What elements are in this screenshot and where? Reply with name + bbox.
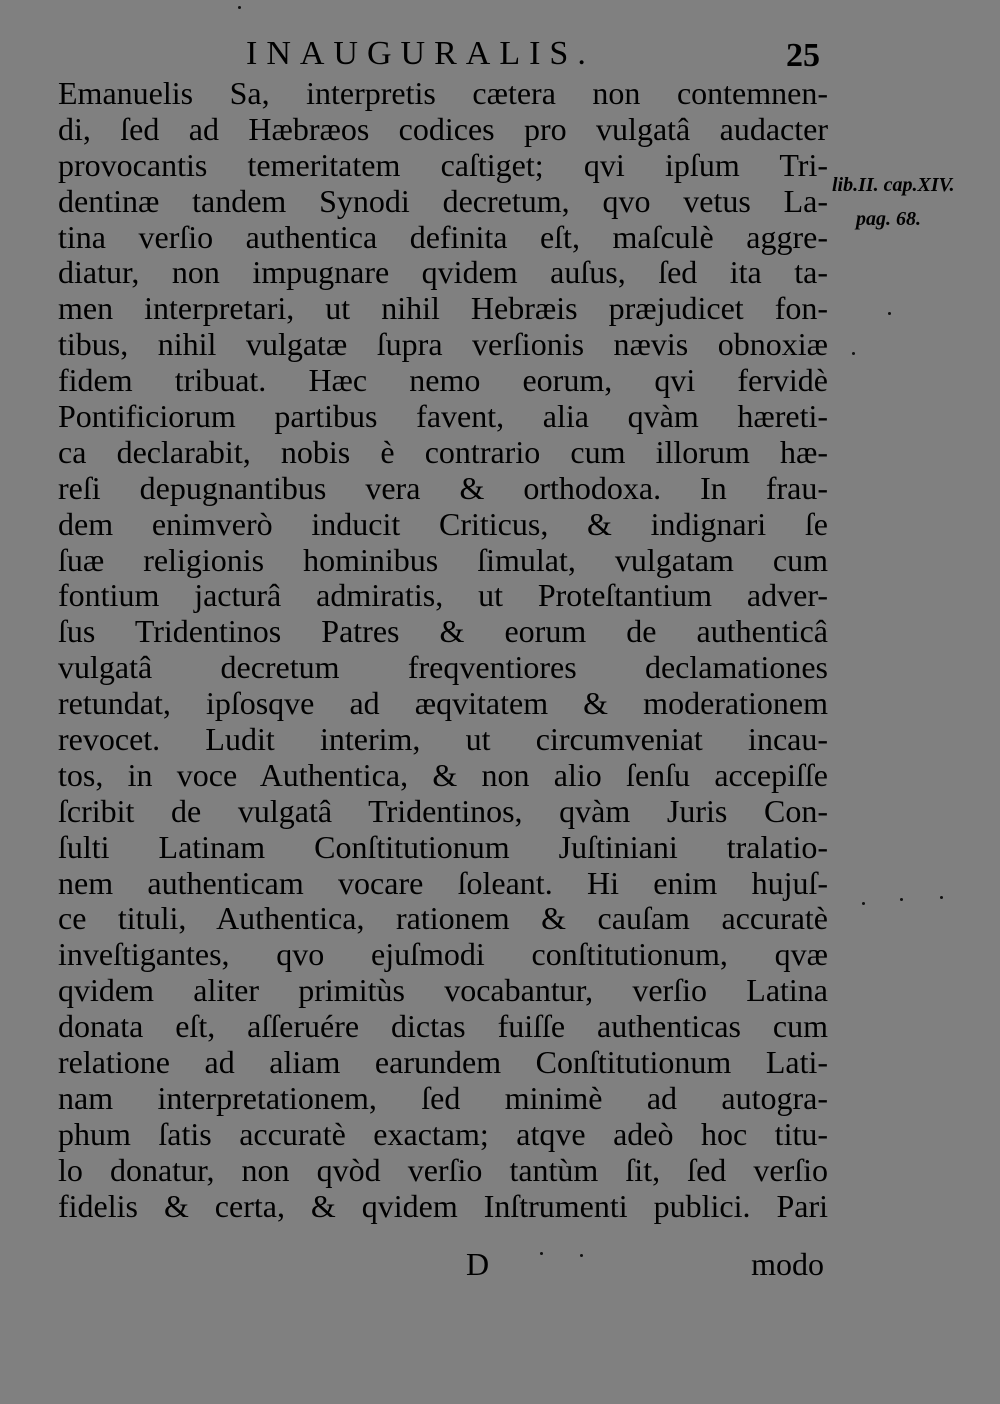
text-line: nam interpretationem, ſed minimè ad autogra- xyxy=(58,1079,828,1116)
catchword: modo xyxy=(751,1246,824,1282)
scan-speck xyxy=(540,1252,543,1255)
text-line: fidem tribuat. Hæc nemo eorum, qvi fervidè xyxy=(58,362,828,399)
text-line: lo donatur, non qvòd verſio tantùm ſit, ſed verſio xyxy=(58,1151,828,1188)
text-line: ſuæ religionis hominibus ſimulat, vulgatam cum xyxy=(58,541,828,578)
scan-speck xyxy=(862,902,865,905)
marginal-note-line: pag. 68. xyxy=(856,208,921,230)
text-line: dentinæ tandem Synodi decretum, qvo vetus La- xyxy=(58,182,828,219)
scan-speck xyxy=(580,1254,583,1257)
text-line: inveſtigantes, qvo ejuſmodi conſtitutionum, qvæ xyxy=(58,936,828,973)
text-line: nem authenticam vocare ſoleant. Hi enim hujuſ- xyxy=(58,864,828,901)
scan-speck xyxy=(900,898,903,901)
text-line: provocantis temeritatem caſtiget; qvi ipſum Tri- xyxy=(58,146,828,183)
text-line: Pontificiorum partibus favent, alia qvàm hæreti- xyxy=(58,398,828,435)
text-line: vulgatâ decretum freqventiores declamationes xyxy=(58,649,828,686)
text-line: reſi depugnantibus vera & orthodoxa. In frau- xyxy=(58,469,828,506)
text-line: ce tituli, Authentica, rationem & cauſam accuratè xyxy=(58,900,828,937)
text-line: qvidem aliter primitùs vocabantur, verſio Latina xyxy=(58,972,828,1009)
marginal-note xyxy=(832,168,982,236)
text-line: phum ſatis accuratè exactam; atqve adeò hoc titu- xyxy=(58,1115,828,1152)
text-line: ca declarabit, nobis è contrario cum illorum hæ- xyxy=(58,433,828,470)
body-text xyxy=(58,76,828,1225)
scan-speck xyxy=(238,6,241,9)
scan-speck xyxy=(888,312,891,315)
scan-speck xyxy=(852,352,855,355)
text-line: tos, in voce Authentica, & non alio ſenſu accepiſſe xyxy=(58,756,828,793)
text-line: diatur, non impugnare qvidem auſus, ſed ita ta- xyxy=(58,254,828,291)
text-line: retundat, ipſosqve ad æqvitatem & moderationem xyxy=(58,685,828,722)
text-line: donata eſt, aſſeruére dictas fuiſſe authenticas cum xyxy=(58,1008,828,1045)
marginal-note-line: lib.II. cap.XIV. xyxy=(832,174,955,196)
text-line: revocet. Ludit interim, ut circumveniat incau- xyxy=(58,721,828,758)
text-line: Emanuelis Sa, interpretis cætera non contemnen- xyxy=(58,75,828,111)
page-footer xyxy=(58,1244,828,1284)
text-line: relatione ad aliam earundem Conſtitutionum Lati- xyxy=(58,1044,828,1081)
text-line: fidelis & certa, & qvidem Inſtrumenti publici. Pari xyxy=(58,1187,828,1224)
text-line: dem enimverò inducit Criticus, & indignari ſe xyxy=(58,505,828,542)
text-line: men interpretari, ut nihil Hebræis præjudicet fon- xyxy=(58,290,828,327)
text-line: ſcribit de vulgatâ Tridentinos, qvàm Juris Con- xyxy=(58,792,828,829)
text-line: ſulti Latinam Conſtitutionum Juſtiniani tralatio- xyxy=(58,828,828,865)
text-line: ſus Tridentinos Patres & eorum de authenticâ xyxy=(58,613,828,650)
page-header xyxy=(0,34,1000,74)
text-line: tibus, nihil vulgatæ ſupra verſionis nævis obnoxiæ xyxy=(58,326,828,363)
running-title: INAUGURALIS. xyxy=(246,35,595,72)
text-line: fontium jacturâ admiratis, ut Proteſtantium adver- xyxy=(58,577,828,614)
page-number: 25 xyxy=(786,37,820,74)
signature-mark: D xyxy=(466,1246,490,1282)
text-line: di, ſed ad Hæbræos codices pro vulgatâ audacter xyxy=(58,110,828,147)
scan-speck xyxy=(940,896,943,899)
text-line: tina verſio authentica definita eſt, maſculè aggre- xyxy=(58,218,828,255)
